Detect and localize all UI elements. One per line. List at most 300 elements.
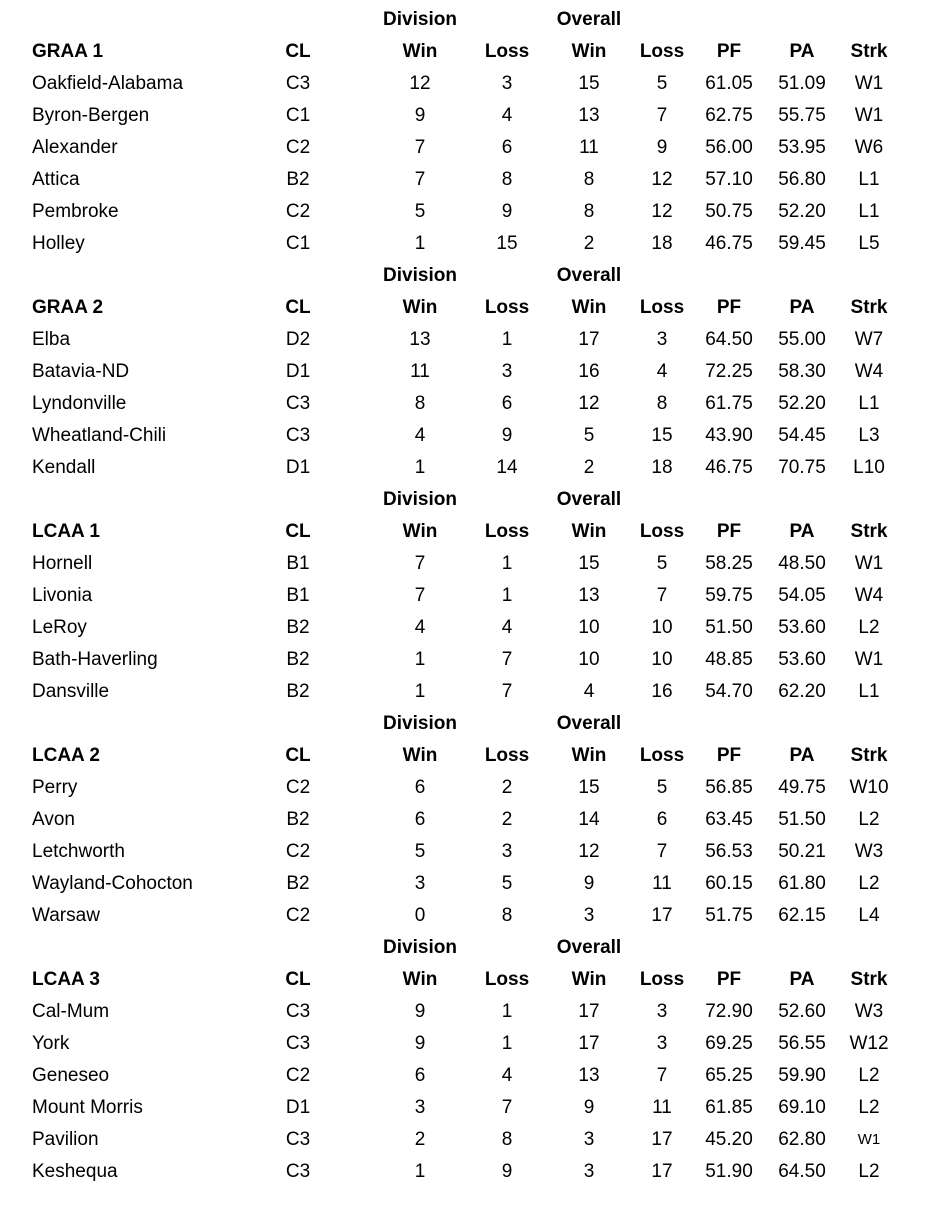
points-for: 59.75 (705, 585, 753, 606)
overall-wins: 3 (583, 1161, 595, 1182)
division-losses: 9 (501, 1161, 513, 1182)
class-header: CL (285, 41, 311, 62)
team-name: Alexander (32, 137, 118, 158)
overall-wins: 2 (583, 233, 595, 254)
streak: L2 (858, 873, 880, 894)
team-name: Keshequa (32, 1161, 118, 1182)
points-against: 51.50 (778, 809, 826, 830)
points-against: 70.75 (778, 457, 826, 478)
division-group-header: Division (383, 937, 457, 958)
division-wins: 6 (414, 1065, 426, 1086)
points-against: 62.20 (778, 681, 826, 702)
team-name: Bath-Haverling (32, 649, 158, 670)
points-for: 51.50 (705, 617, 753, 638)
points-against: 62.80 (778, 1129, 826, 1150)
group-header-row (0, 708, 948, 740)
league-name: LCAA 1 (32, 521, 100, 542)
league-section (0, 932, 948, 1188)
overall-losses: 4 (656, 361, 668, 382)
division-losses: 7 (501, 1097, 513, 1118)
streak: W1 (854, 553, 884, 574)
points-for: 46.75 (705, 457, 753, 478)
team-row (0, 100, 948, 132)
team-class: B1 (286, 553, 310, 574)
team-class: C2 (285, 1065, 311, 1086)
streak: W12 (849, 1033, 889, 1054)
team-row (0, 996, 948, 1028)
team-name: LeRoy (32, 617, 87, 638)
overall-wins: 10 (578, 649, 600, 670)
overall-losses: 18 (651, 233, 673, 254)
division-loss-header: Loss (484, 969, 530, 990)
points-for: 72.25 (705, 361, 753, 382)
overall-group-header: Overall (556, 489, 622, 510)
division-wins: 2 (414, 1129, 426, 1150)
team-name: Byron-Bergen (32, 105, 150, 126)
division-losses: 4 (501, 1065, 513, 1086)
team-class: B2 (286, 681, 310, 702)
overall-wins: 2 (583, 457, 595, 478)
division-losses: 1 (501, 553, 513, 574)
team-name: Oakfield-Alabama (32, 73, 184, 94)
team-row (0, 164, 948, 196)
team-class: C2 (285, 137, 311, 158)
league-section (0, 4, 948, 260)
division-group-header: Division (383, 713, 457, 734)
group-header-row (0, 484, 948, 516)
division-wins: 3 (414, 873, 426, 894)
division-losses: 7 (501, 649, 513, 670)
team-row (0, 132, 948, 164)
team-row (0, 868, 948, 900)
team-name: Livonia (32, 585, 93, 606)
streak: W4 (854, 361, 884, 382)
points-against: 59.45 (778, 233, 826, 254)
team-row (0, 452, 948, 484)
overall-loss-header: Loss (639, 745, 685, 766)
team-class: C2 (285, 905, 311, 926)
overall-losses: 10 (651, 617, 673, 638)
streak-header: Strk (850, 297, 888, 318)
overall-losses: 3 (656, 329, 668, 350)
division-losses: 9 (501, 425, 513, 446)
overall-losses: 12 (651, 201, 673, 222)
division-losses: 15 (496, 233, 518, 254)
team-class: C3 (285, 1129, 311, 1150)
streak: L1 (858, 681, 880, 702)
overall-losses: 5 (656, 73, 668, 94)
division-wins: 5 (414, 841, 426, 862)
team-name: Warsaw (32, 905, 100, 926)
division-losses: 14 (496, 457, 518, 478)
team-class: D1 (285, 361, 311, 382)
overall-losses: 5 (656, 777, 668, 798)
overall-wins: 13 (578, 105, 600, 126)
streak-header: Strk (850, 41, 888, 62)
division-losses: 5 (501, 873, 513, 894)
points-against: 61.80 (778, 873, 826, 894)
team-row (0, 1060, 948, 1092)
points-for: 50.75 (705, 201, 753, 222)
points-for: 54.70 (705, 681, 753, 702)
division-losses: 6 (501, 137, 513, 158)
team-class: C2 (285, 201, 311, 222)
division-wins: 9 (414, 105, 426, 126)
streak: L1 (858, 393, 880, 414)
overall-losses: 10 (651, 649, 673, 670)
overall-losses: 9 (656, 137, 668, 158)
team-class: C3 (285, 425, 311, 446)
streak: L1 (858, 201, 880, 222)
team-class: C1 (285, 233, 311, 254)
team-class: C3 (285, 1161, 311, 1182)
league-section (0, 260, 948, 484)
streak: W1 (857, 1131, 881, 1148)
division-wins: 6 (414, 809, 426, 830)
division-group-header: Division (383, 265, 457, 286)
streak: W1 (854, 105, 884, 126)
points-for: 56.00 (705, 137, 753, 158)
points-for: 57.10 (705, 169, 753, 190)
division-losses: 3 (501, 73, 513, 94)
overall-group-header: Overall (556, 9, 622, 30)
streak: L5 (858, 233, 880, 254)
streak-header: Strk (850, 745, 888, 766)
team-name: Lyndonville (32, 393, 127, 414)
division-wins: 7 (414, 169, 426, 190)
column-header-row (0, 740, 948, 772)
streak: W6 (854, 137, 884, 158)
column-header-row (0, 36, 948, 68)
team-name: Wheatland-Chili (32, 425, 167, 446)
team-row (0, 1124, 948, 1156)
points-against: 51.09 (778, 73, 826, 94)
overall-wins: 17 (578, 329, 600, 350)
team-row (0, 356, 948, 388)
streak: L1 (858, 169, 880, 190)
overall-wins: 14 (578, 809, 600, 830)
team-name: Avon (32, 809, 75, 830)
overall-loss-header: Loss (639, 521, 685, 542)
streak: L10 (853, 457, 885, 478)
overall-group-header: Overall (556, 265, 622, 286)
team-name: Hornell (32, 553, 93, 574)
overall-wins: 13 (578, 1065, 600, 1086)
overall-losses: 7 (656, 105, 668, 126)
team-class: C1 (285, 105, 311, 126)
division-wins: 3 (414, 1097, 426, 1118)
streak: W1 (854, 73, 884, 94)
team-name: York (32, 1033, 70, 1054)
division-wins: 7 (414, 137, 426, 158)
overall-losses: 17 (651, 905, 673, 926)
division-wins: 9 (414, 1001, 426, 1022)
overall-losses: 7 (656, 585, 668, 606)
team-class: B2 (286, 809, 310, 830)
points-for: 51.75 (705, 905, 753, 926)
points-against-header: PA (789, 521, 815, 542)
team-row (0, 68, 948, 100)
points-for-header: PF (716, 521, 742, 542)
team-name: Mount Morris (32, 1097, 143, 1118)
division-win-header: Win (402, 969, 438, 990)
points-for: 45.20 (705, 1129, 753, 1150)
division-wins: 1 (414, 681, 426, 702)
overall-losses: 15 (651, 425, 673, 446)
overall-wins: 8 (583, 169, 595, 190)
points-against: 50.21 (778, 841, 826, 862)
points-for: 61.85 (705, 1097, 753, 1118)
overall-win-header: Win (571, 969, 607, 990)
class-header: CL (285, 969, 311, 990)
group-header-row (0, 932, 948, 964)
team-name: Pavilion (32, 1129, 99, 1150)
division-losses: 4 (501, 105, 513, 126)
overall-losses: 3 (656, 1001, 668, 1022)
overall-losses: 17 (651, 1161, 673, 1182)
points-against: 54.05 (778, 585, 826, 606)
team-row (0, 804, 948, 836)
overall-wins: 17 (578, 1001, 600, 1022)
streak: W3 (854, 841, 884, 862)
points-for: 43.90 (705, 425, 753, 446)
points-for: 48.85 (705, 649, 753, 670)
points-against: 58.30 (778, 361, 826, 382)
overall-losses: 5 (656, 553, 668, 574)
points-against: 69.10 (778, 1097, 826, 1118)
division-win-header: Win (402, 521, 438, 542)
division-losses: 8 (501, 169, 513, 190)
points-against: 53.60 (778, 617, 826, 638)
points-for: 64.50 (705, 329, 753, 350)
division-wins: 1 (414, 233, 426, 254)
streak: L2 (858, 617, 880, 638)
team-row (0, 420, 948, 452)
overall-losses: 6 (656, 809, 668, 830)
division-wins: 1 (414, 457, 426, 478)
team-row (0, 676, 948, 708)
points-against: 59.90 (778, 1065, 826, 1086)
division-losses: 1 (501, 329, 513, 350)
group-header-row (0, 4, 948, 36)
team-row (0, 388, 948, 420)
league-name: GRAA 2 (32, 297, 104, 318)
overall-losses: 7 (656, 841, 668, 862)
points-against: 49.75 (778, 777, 826, 798)
overall-loss-header: Loss (639, 41, 685, 62)
overall-wins: 12 (578, 393, 600, 414)
division-wins: 1 (414, 649, 426, 670)
overall-group-header: Overall (556, 713, 622, 734)
division-wins: 11 (410, 361, 430, 382)
team-name: Wayland-Cohocton (32, 873, 193, 894)
team-class: D1 (285, 457, 311, 478)
points-against: 52.20 (778, 201, 826, 222)
division-wins: 5 (414, 201, 426, 222)
points-against: 55.00 (778, 329, 826, 350)
team-row (0, 772, 948, 804)
class-header: CL (285, 297, 311, 318)
points-for: 69.25 (705, 1033, 753, 1054)
overall-wins: 9 (583, 873, 595, 894)
standings-table (0, 4, 948, 1188)
class-header: CL (285, 521, 311, 542)
overall-wins: 5 (583, 425, 595, 446)
league-section (0, 484, 948, 708)
team-row (0, 196, 948, 228)
team-class: D2 (285, 329, 311, 350)
league-name: GRAA 1 (32, 41, 104, 62)
league-section (0, 708, 948, 932)
points-against: 53.60 (778, 649, 826, 670)
overall-losses: 11 (652, 1097, 672, 1118)
points-for: 72.90 (705, 1001, 753, 1022)
team-name: Pembroke (32, 201, 119, 222)
overall-loss-header: Loss (639, 297, 685, 318)
streak: L3 (858, 425, 880, 446)
team-class: C3 (285, 73, 311, 94)
division-losses: 2 (501, 777, 513, 798)
points-against: 48.50 (778, 553, 826, 574)
division-wins: 7 (414, 553, 426, 574)
group-header-row (0, 260, 948, 292)
team-name: Dansville (32, 681, 110, 702)
division-wins: 13 (409, 329, 431, 350)
division-group-header: Division (383, 9, 457, 30)
overall-wins: 15 (578, 777, 600, 798)
points-against: 54.45 (778, 425, 826, 446)
points-against-header: PA (789, 41, 815, 62)
team-class: C3 (285, 1001, 311, 1022)
division-wins: 6 (414, 777, 426, 798)
overall-wins: 3 (583, 905, 595, 926)
points-against: 56.55 (778, 1033, 826, 1054)
overall-wins: 8 (583, 201, 595, 222)
team-name: Kendall (32, 457, 96, 478)
division-losses: 2 (501, 809, 513, 830)
column-header-row (0, 964, 948, 996)
team-row (0, 228, 948, 260)
division-losses: 8 (501, 1129, 513, 1150)
points-for: 58.25 (705, 553, 753, 574)
points-for-header: PF (716, 297, 742, 318)
streak: W3 (854, 1001, 884, 1022)
team-class: C3 (285, 1033, 311, 1054)
overall-wins: 16 (578, 361, 600, 382)
team-name: Perry (32, 777, 78, 798)
division-losses: 1 (501, 1001, 513, 1022)
division-loss-header: Loss (484, 297, 530, 318)
points-for: 63.45 (705, 809, 753, 830)
points-against: 64.50 (778, 1161, 826, 1182)
overall-wins: 4 (583, 681, 595, 702)
points-against-header: PA (789, 297, 815, 318)
points-against-header: PA (789, 969, 815, 990)
division-win-header: Win (402, 297, 438, 318)
team-name: Batavia-ND (32, 361, 130, 382)
overall-losses: 7 (656, 1065, 668, 1086)
points-for-header: PF (716, 969, 742, 990)
division-loss-header: Loss (484, 41, 530, 62)
overall-win-header: Win (571, 521, 607, 542)
points-for: 51.90 (705, 1161, 753, 1182)
overall-wins: 15 (578, 553, 600, 574)
league-name: LCAA 3 (32, 969, 100, 990)
team-class: C2 (285, 841, 311, 862)
team-row (0, 644, 948, 676)
streak: W1 (854, 649, 884, 670)
division-losses: 7 (501, 681, 513, 702)
points-against-header: PA (789, 745, 815, 766)
points-for: 62.75 (705, 105, 753, 126)
overall-wins: 11 (579, 137, 599, 158)
team-row (0, 900, 948, 932)
points-for: 61.05 (705, 73, 753, 94)
points-against: 52.60 (778, 1001, 826, 1022)
division-wins: 4 (414, 425, 426, 446)
overall-wins: 10 (578, 617, 600, 638)
streak: L2 (858, 809, 880, 830)
streak: L2 (858, 1065, 880, 1086)
division-wins: 12 (409, 73, 431, 94)
streak: L2 (858, 1097, 880, 1118)
team-class: B2 (286, 617, 310, 638)
division-wins: 8 (414, 393, 426, 414)
team-row (0, 836, 948, 868)
division-wins: 7 (414, 585, 426, 606)
points-against: 62.15 (778, 905, 826, 926)
overall-losses: 3 (656, 1033, 668, 1054)
team-name: Geneseo (32, 1065, 110, 1086)
overall-losses: 8 (656, 393, 668, 414)
division-win-header: Win (402, 41, 438, 62)
division-losses: 1 (501, 585, 513, 606)
class-header: CL (285, 745, 311, 766)
division-wins: 9 (414, 1033, 426, 1054)
division-loss-header: Loss (484, 521, 530, 542)
points-for: 46.75 (705, 233, 753, 254)
points-for: 56.53 (705, 841, 753, 862)
points-against: 53.95 (778, 137, 826, 158)
team-class: B2 (286, 873, 310, 894)
team-row (0, 580, 948, 612)
team-class: B1 (286, 585, 310, 606)
overall-loss-header: Loss (639, 969, 685, 990)
streak-header: Strk (850, 521, 888, 542)
streak: L4 (858, 905, 880, 926)
team-class: D1 (285, 1097, 311, 1118)
division-wins: 0 (414, 905, 426, 926)
division-wins: 1 (414, 1161, 426, 1182)
overall-losses: 16 (651, 681, 673, 702)
team-class: C2 (285, 777, 311, 798)
division-losses: 8 (501, 905, 513, 926)
points-against: 55.75 (778, 105, 826, 126)
division-loss-header: Loss (484, 745, 530, 766)
division-win-header: Win (402, 745, 438, 766)
team-row (0, 1156, 948, 1188)
team-class: B2 (286, 649, 310, 670)
streak: W10 (849, 777, 889, 798)
division-losses: 4 (501, 617, 513, 638)
overall-group-header: Overall (556, 937, 622, 958)
points-for: 61.75 (705, 393, 753, 414)
team-row (0, 1092, 948, 1124)
column-header-row (0, 292, 948, 324)
streak: W7 (854, 329, 884, 350)
division-group-header: Division (383, 489, 457, 510)
team-row (0, 612, 948, 644)
